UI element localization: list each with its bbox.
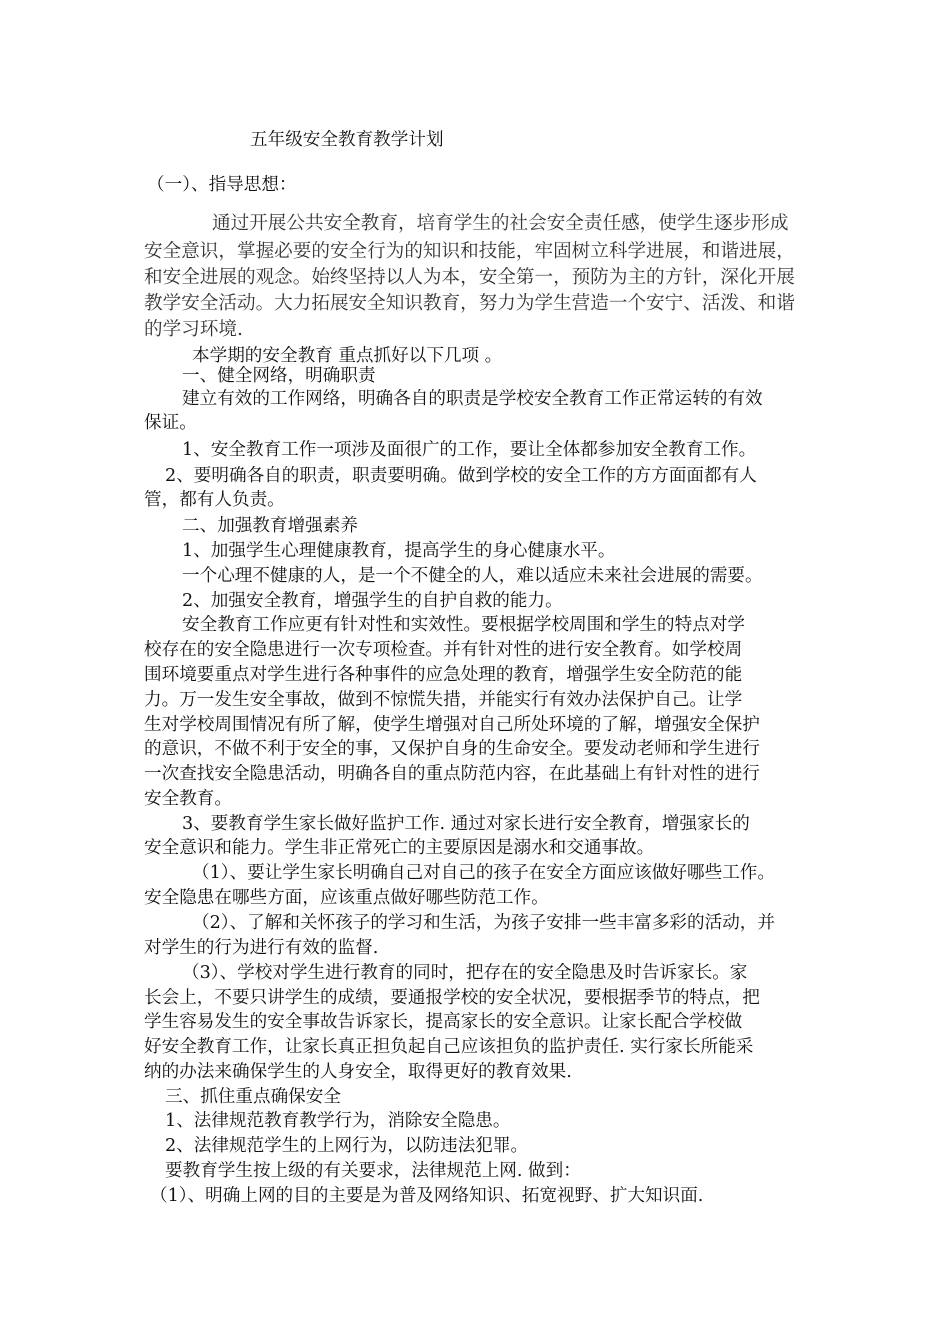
intro-line: 的学习环境.: [144, 319, 243, 340]
intro-line: 通过开展公共安全教育，培育学生的社会安全责任感，使学生逐步形成: [212, 213, 789, 234]
body-line: 对学生的行为进行有效的监督.: [144, 938, 379, 958]
body-line: 安全隐患在哪些方面，应该重点做好哪些防范工作。: [144, 888, 549, 908]
body-line: 生对学校周围情况有所了解，使学生增强对自己所处环境的了解，增强安全保护: [144, 715, 760, 735]
body-line: 1、加强学生心理健康教育，提高学生的身心健康水平。: [182, 541, 616, 561]
body-line: 长会上，不要只讲学生的成绩，要通报学校的安全状况，要根据季节的特点，把: [144, 988, 760, 1008]
subsection-heading: 一、健全网络，明确职责: [182, 366, 376, 386]
intro-line: 安全意识，掌握必要的安全行为的知识和技能，牢固树立科学进展，和谐进展，: [144, 241, 795, 262]
body-line: （1）、明确上网的目的主要是为普及网络知识、拓宽视野、扩大知识面.: [150, 1186, 704, 1206]
subsection-heading: 三、抓住重点确保安全: [165, 1087, 341, 1107]
body-line: 安全教育工作应更有针对性和实效性。要根据学校周围和学生的特点对学: [182, 615, 746, 635]
body-line: 围环境要重点对学生进行各种事件的应急处理的教育，增强学生安全防范的能: [144, 665, 743, 685]
body-line: 安全教育。: [144, 789, 232, 809]
body-line: （1）、要让学生家长明确自己对自己的孩子在安全方面应该做好哪些工作。: [192, 863, 775, 883]
body-line: 要教育学生按上级的有关要求，法律规范上网. 做到：: [165, 1161, 581, 1181]
body-line: 一次查找安全隐患活动，明确各自的重点防范内容，在此基础上有针对性的进行: [144, 764, 760, 784]
body-line: 力。万一发生安全事故，做到不惊慌失措，并能实行有效办法保护自己。让学: [144, 690, 743, 710]
body-line: 安全意识和能力。学生非正常死亡的主要原因是溺水和交通事故。: [144, 838, 655, 858]
body-line: 管，都有人负责。: [144, 490, 285, 510]
body-line: 2、加强安全教育，增强学生的自护自救的能力。: [182, 591, 563, 611]
body-line: 的意识，不做不利于安全的事，又保护自身的生命安全。要发动老师和学生进行: [144, 739, 760, 759]
document-title: 五年级安全教育教学计划: [250, 130, 444, 150]
body-line: 保证。: [144, 413, 197, 433]
body-line: 好安全教育工作，让家长真正担负起自己应该担负的监护责任. 实行家长所能采: [144, 1037, 754, 1057]
body-line: 2、要明确各自的职责，职责要明确。做到学校的安全工作的方方面面都有人: [165, 466, 757, 486]
body-line: 纳的办法来确保学生的人身安全，取得更好的教育效果.: [144, 1062, 572, 1082]
body-line: 1、安全教育工作一项涉及面很广的工作，要让全体都参加安全教育工作。: [182, 440, 757, 460]
intro-line: 教学安全活动。大力拓展安全知识教育，努力为学生营造一个安宁、活泼、和谐: [144, 293, 795, 314]
body-line: （2）、了解和关怀孩子的学习和生活，为孩子安排一些丰富多彩的活动，并: [192, 913, 775, 933]
body-line: 3、要教育学生家长做好监护工作. 通过对家长进行安全教育，增强家长的: [182, 814, 750, 834]
body-line: 本学期的安全教育 重点抓好以下几项 。: [192, 346, 503, 366]
body-line: 一个心理不健康的人，是一个不健全的人，难以适应未来社会进展的需要。: [182, 566, 763, 586]
subsection-heading: 二、加强教育增强素养: [182, 516, 358, 536]
intro-line: 和安全进展的观念。始终坚持以人为本，安全第一，预防为主的方针，深化开展: [144, 267, 795, 288]
body-line: （3）、学校对学生进行教育的同时，把存在的安全隐患及时告诉家长。家: [182, 963, 748, 983]
body-line: 建立有效的工作网络，明确各自的职责是学校安全教育工作正常运转的有效: [182, 389, 763, 409]
body-line: 学生容易发生的安全事故告诉家长，提高家长的安全意识。让家长配合学校做: [144, 1012, 743, 1032]
body-line: 1、法律规范教育教学行为，消除安全隐患。: [165, 1111, 511, 1131]
body-line: 校存在的安全隐患进行一次专项检查。并有针对性的进行安全教育。如学校周: [144, 640, 743, 660]
section-heading: （一）、指导思想：: [147, 175, 297, 195]
body-line: 2、法律规范学生的上网行为，以防违法犯罪。: [165, 1136, 529, 1156]
